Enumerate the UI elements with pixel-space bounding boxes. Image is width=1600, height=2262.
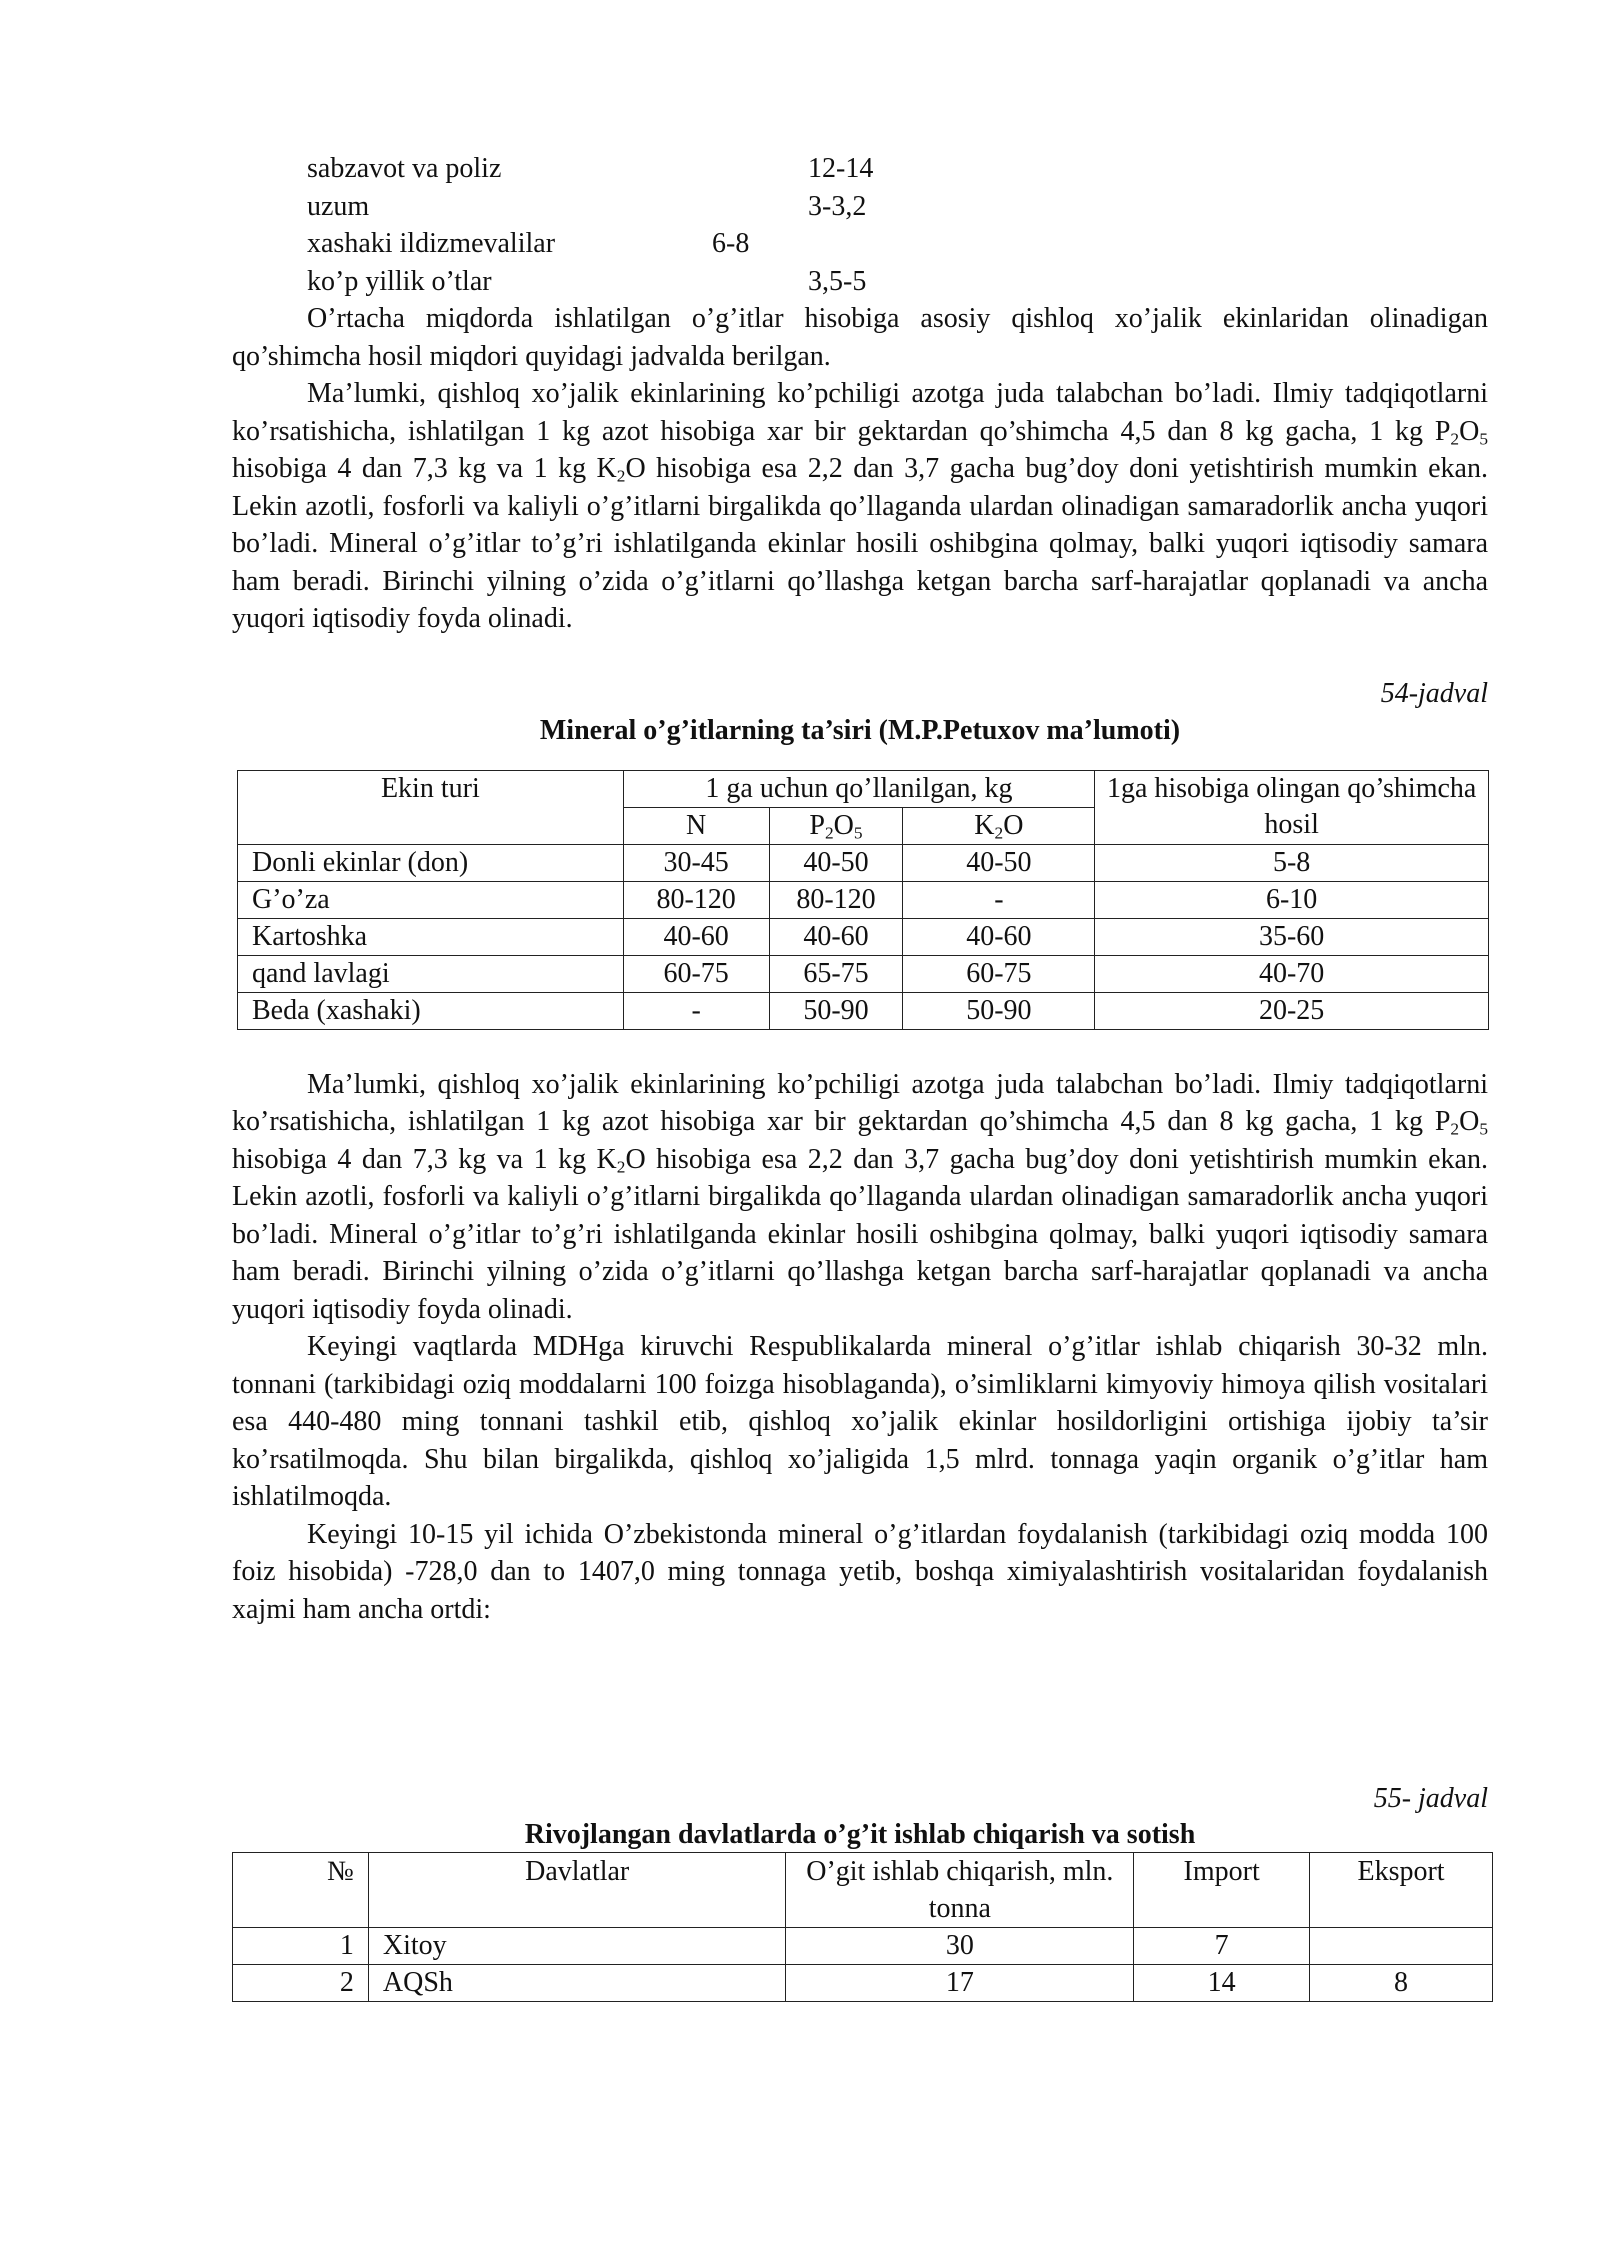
table-55-number: 55- jadval	[1373, 1783, 1488, 1814]
cell-yield: 20-25	[1095, 992, 1489, 1029]
cell-n: 60-75	[623, 955, 769, 992]
crop-value: 3-3,2	[808, 190, 867, 222]
table-54-title: Mineral o’g’itlarning ta’siri (M.P.Petuxov ma’lumoti)	[539, 715, 1181, 746]
formula-text: K	[974, 809, 995, 841]
subscript: 2	[994, 822, 1004, 842]
crop-name: xashaki ildizmevalilar	[307, 228, 556, 259]
cell-crop: qand lavlagi	[238, 955, 624, 992]
table-row	[238, 992, 1489, 1029]
subscript: 2	[616, 466, 626, 486]
cell-p: 40-50	[769, 844, 903, 881]
crop-value: 12-14	[808, 153, 874, 184]
paragraph-nitrogen-2	[232, 1066, 1488, 1329]
column-header-yield: 1ga hisobiga olingan qo’shimcha hosil	[1095, 770, 1489, 844]
paragraph-uzbekistan: Keyingi 10-15 yil ichida O’zbekistonda mineral o’g’itlardan foydalanish (tarkibidagi oziq modda 100 foiz hisobida) -728,0 dan to 1407,0 ming tonnaga yetib, boshqa ximiyalashtirish vositalaridan foydalanish xajmi ham ancha ortdi:	[232, 1518, 1488, 1625]
table-row	[233, 1964, 1493, 2001]
cell-no: 2	[233, 1964, 369, 2001]
column-header-no: №	[233, 1852, 369, 1927]
table-row	[233, 1927, 1493, 1964]
cell-crop: Donli ekinlar (don)	[238, 844, 624, 881]
cell-p: 50-90	[769, 992, 903, 1029]
cell-export	[1310, 1927, 1493, 1964]
column-header-k2o	[903, 807, 1095, 844]
cell-yield: 40-70	[1095, 955, 1489, 992]
table-header-row	[233, 1852, 1493, 1927]
crop-name: ko’p yillik o’tlar	[307, 265, 492, 297]
paragraph-intro: O’rtacha miqdorda ishlatilgan o’g’itlar hisobiga asosiy qishloq xo’jalik ekinlaridan olinadigan qo’shimcha hosil miqdori quyidagi jadvalda berilgan.	[232, 303, 1488, 372]
cell-yield: 5-8	[1095, 844, 1489, 881]
crop-name: uzum	[307, 190, 370, 222]
column-header-production: O’git ishlab chiqarish, mln. tonna	[786, 1852, 1134, 1927]
column-header-n: N	[623, 807, 769, 844]
subscript: 2	[1450, 428, 1460, 448]
list-item	[307, 263, 1488, 301]
paragraph-text: hisobiga 4 dan 7,3 kg va 1 kg K	[232, 453, 617, 484]
cell-n: 30-45	[623, 844, 769, 881]
paragraph-text: hisobiga 4 dan 7,3 kg va 1 kg K	[232, 1143, 617, 1175]
cell-k: -	[903, 881, 1095, 918]
subscript: 5	[1479, 428, 1488, 448]
table-row	[238, 918, 1489, 955]
subscript: 5	[1479, 1119, 1488, 1139]
cell-crop: G’o’za	[238, 881, 624, 918]
table-row	[238, 881, 1489, 918]
cell-country: AQSh	[368, 1964, 786, 2001]
paragraph-nitrogen-1	[232, 375, 1488, 638]
column-header-country: Davlatlar	[368, 1852, 786, 1927]
column-header-applied: 1 ga uchun qo’llanilgan, kg	[623, 770, 1095, 807]
column-header-p2o5	[769, 807, 903, 844]
cell-k: 40-60	[903, 918, 1095, 955]
crop-name: sabzavot va poliz	[307, 153, 502, 184]
cell-p: 65-75	[769, 955, 903, 992]
formula-text: P	[809, 809, 825, 841]
document-page	[232, 150, 1488, 2002]
cell-p: 40-60	[769, 918, 903, 955]
table-54-number: 54-jadval	[1380, 677, 1488, 709]
paragraph-text: Ma’lumki, qishloq xo’jalik ekinlarining ko’pchiligi azotga juda talabchan bo’ladi. Ilmiy tadqiqotlarni ko’rsatishicha, ishlatilgan 1 kg azot hisobiga xar bir gektardan qo’shimcha 4,5 dan 8 kg gacha, 1 kg P	[232, 378, 1488, 447]
cell-production: 17	[786, 1964, 1134, 2001]
cell-import: 14	[1134, 1964, 1310, 2001]
paragraph-text: O hisobiga esa 2,2 dan 3,7 gacha bug’doy doni yetishtirish mumkin ekan. Lekin azotli, fosforli va kaliyli o’g’itlarni birgalikda qo’llaganda ulardan olinadigan samaradorlik ancha yuqori bo’ladi. Mineral o’g’itlar to’g’ri ishlatilganda ekinlar hosili oshibgina qolmay, balki yuqori iqtisodiy samara ham beradi. Birinchi yilning o’zida o’g’itlarni qo’llashga ketgan barcha sarf-harajatlar qoplanadi va ancha yuqori iqtisodiy foyda olinadi.	[232, 453, 1488, 634]
subscript: 2	[824, 822, 834, 842]
cell-k: 40-50	[903, 844, 1095, 881]
cell-n: 80-120	[623, 881, 769, 918]
table-header-row	[238, 770, 1489, 807]
cell-k: 60-75	[903, 955, 1095, 992]
paragraph-text: O	[1459, 415, 1480, 447]
cell-n: -	[623, 992, 769, 1029]
paragraph-mdh: Keyingi vaqtlarda MDHga kiruvchi Respublikalarda mineral o’g’itlar ishlab chiqarish 30-32 mln. tonnani (tarkibidagi oziq moddalarni 100 foizga hisoblaganda), o’simliklarni kimyoviy himoya qilish vositalari esa 440-480 ming tonnani tashkil etib, qishloq xo’jalik ekinlar hosildorligini ortishiga ijobiy ta’sir ko’rsatilmoqda. Shu bilan birgalikda, qishloq xo’jaligida 1,5 mlrd. tonnaga yaqin organik o’g’itlar ham ishlatilmoqda.	[232, 1331, 1488, 1512]
table-row	[238, 844, 1489, 881]
cell-no: 1	[233, 1927, 369, 1964]
list-item	[307, 188, 1488, 226]
list-item	[307, 225, 1488, 263]
cell-country: Xitoy	[368, 1927, 786, 1964]
paragraph-text: O hisobiga esa 2,2 dan 3,7 gacha bug’doy doni yetishtirish mumkin ekan. Lekin azotli, fosforli va kaliyli o’g’itlarni birgalikda qo’llaganda ulardan olinadigan samaradorlik ancha yuqori bo’ladi. Mineral o’g’itlar to’g’ri ishlatilganda ekinlar hosili oshibgina qolmay, balki yuqori iqtisodiy samara ham beradi. Birinchi yilning o’zida o’g’itlarni qo’llashga ketgan barcha sarf-harajatlar qoplanadi va ancha yuqori iqtisodiy foyda olinadi.	[232, 1143, 1488, 1325]
cell-crop: Beda (xashaki)	[238, 992, 624, 1029]
subscript: 2	[616, 1156, 626, 1176]
cell-import: 7	[1134, 1927, 1310, 1964]
formula-text: O	[1003, 809, 1024, 841]
cell-production: 30	[786, 1927, 1134, 1964]
cell-p: 80-120	[769, 881, 903, 918]
cell-yield: 35-60	[1095, 918, 1489, 955]
subscript: 2	[1450, 1119, 1460, 1139]
column-header-export: Eksport	[1310, 1852, 1493, 1927]
column-header-crop: Ekin turi	[238, 770, 624, 844]
crop-norms-list	[307, 150, 1488, 300]
subscript: 5	[853, 822, 863, 842]
formula-text: O	[833, 809, 854, 841]
cell-n: 40-60	[623, 918, 769, 955]
cell-yield: 6-10	[1095, 881, 1489, 918]
table-54	[237, 770, 1489, 1030]
table-55-title: Rivojlangan davlatlarda o’g’it ishlab chiqarish va sotish	[524, 1818, 1196, 1850]
cell-k: 50-90	[903, 992, 1095, 1029]
list-item	[307, 150, 1488, 188]
table-55	[232, 1852, 1493, 2002]
crop-value: 3,5-5	[808, 265, 867, 297]
paragraph-text: O	[1459, 1106, 1480, 1137]
column-header-import: Import	[1134, 1852, 1310, 1927]
cell-export: 8	[1310, 1964, 1493, 2001]
table-row	[238, 955, 1489, 992]
cell-crop: Kartoshka	[238, 918, 624, 955]
crop-value: 6-8	[712, 228, 750, 259]
paragraph-text: Ma’lumki, qishloq xo’jalik ekinlarining ko’pchiligi azotga juda talabchan bo’ladi. Ilmiy tadqiqotlarni ko’rsatishicha, ishlatilgan 1 kg azot hisobiga xar bir gektardan qo’shimcha 4,5 dan 8 kg gacha, 1 kg P	[232, 1068, 1488, 1137]
